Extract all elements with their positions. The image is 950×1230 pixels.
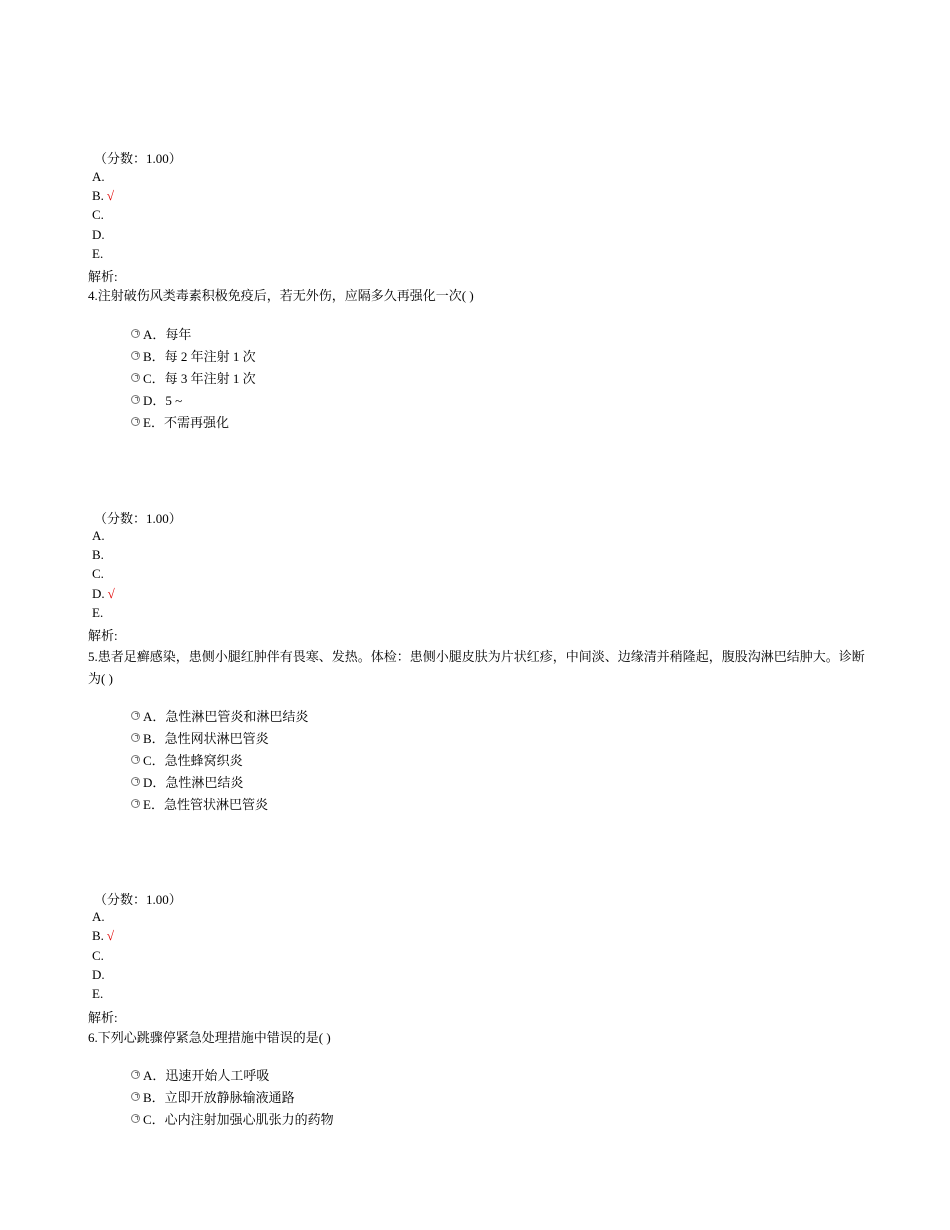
analysis-label: 解析: bbox=[88, 269, 118, 284]
radio-icon[interactable] bbox=[131, 1092, 140, 1101]
answer-letter-b: B. bbox=[92, 547, 104, 562]
radio-icon[interactable] bbox=[131, 395, 140, 404]
score-label: （分数：1.00） bbox=[94, 511, 182, 526]
question-text: 5.患者足癣感染，患侧小腿红肿伴有畏寒、发热。体检：患侧小腿皮肤为片状红疹，中间淡、边缘清并稍隆起，腹股沟淋巴结肿大。诊断为( ) bbox=[88, 649, 865, 686]
answer-letter-b: B. √ bbox=[92, 928, 115, 943]
radio-icon[interactable] bbox=[131, 777, 140, 786]
analysis-label: 解析: bbox=[88, 628, 118, 643]
answer-letter-b: B. √ bbox=[92, 188, 115, 203]
answer-letter-d: D. √ bbox=[92, 586, 115, 601]
radio-icon[interactable] bbox=[131, 1114, 140, 1123]
question-text: 6.下列心跳骤停紧急处理措施中错误的是( ) bbox=[88, 1030, 331, 1045]
answer-letter-d: D. bbox=[92, 967, 105, 982]
option-d[interactable]: D．急性淋巴结炎 bbox=[131, 772, 243, 791]
option-a[interactable]: A．急性淋巴管炎和淋巴结炎 bbox=[131, 706, 308, 725]
answer-letter-e: E. bbox=[92, 986, 104, 1001]
answer-letter-c: C. bbox=[92, 207, 104, 222]
answer-letter-a: A. bbox=[92, 169, 105, 184]
check-mark: √ bbox=[106, 928, 115, 943]
check-mark: √ bbox=[107, 586, 115, 601]
answer-letter-e: E. bbox=[92, 605, 104, 620]
radio-icon[interactable] bbox=[131, 755, 140, 764]
radio-icon[interactable] bbox=[131, 711, 140, 720]
radio-icon[interactable] bbox=[131, 1070, 140, 1079]
answer-letter-c: C. bbox=[92, 948, 104, 963]
score-label: （分数：1.00） bbox=[94, 892, 182, 907]
radio-icon[interactable] bbox=[131, 799, 140, 808]
answer-letter-a: A. bbox=[92, 909, 105, 924]
option-c[interactable]: C．急性蜂窝织炎 bbox=[131, 750, 243, 769]
option-a[interactable]: A．迅速开始人工呼吸 bbox=[131, 1065, 269, 1084]
option-c[interactable]: C．每 3 年注射 1 次 bbox=[131, 368, 256, 387]
option-b[interactable]: B．每 2 年注射 1 次 bbox=[131, 346, 256, 365]
option-e[interactable]: E．不需再强化 bbox=[131, 412, 229, 431]
radio-icon[interactable] bbox=[131, 351, 140, 360]
check-mark: √ bbox=[106, 188, 115, 203]
option-e[interactable]: E．急性管状淋巴管炎 bbox=[131, 794, 268, 813]
option-c[interactable]: C．心内注射加强心肌张力的药物 bbox=[131, 1109, 334, 1128]
radio-icon[interactable] bbox=[131, 329, 140, 338]
option-d[interactable]: D．5 ~ bbox=[131, 390, 182, 409]
option-b[interactable]: B．立即开放静脉输液通路 bbox=[131, 1087, 295, 1106]
radio-icon[interactable] bbox=[131, 373, 140, 382]
analysis-label: 解析: bbox=[88, 1010, 118, 1025]
radio-icon[interactable] bbox=[131, 733, 140, 742]
question-text: 4.注射破伤风类毒素积极免疫后，若无外伤，应隔多久再强化一次( ) bbox=[88, 288, 474, 303]
option-b[interactable]: B．急性网状淋巴管炎 bbox=[131, 728, 269, 747]
score-label: （分数：1.00） bbox=[94, 151, 182, 166]
answer-letter-c: C. bbox=[92, 566, 104, 581]
radio-icon[interactable] bbox=[131, 417, 140, 426]
answer-letter-e: E. bbox=[92, 246, 104, 261]
answer-letter-d: D. bbox=[92, 227, 105, 242]
option-a[interactable]: A．每年 bbox=[131, 324, 191, 343]
answer-letter-a: A. bbox=[92, 528, 105, 543]
